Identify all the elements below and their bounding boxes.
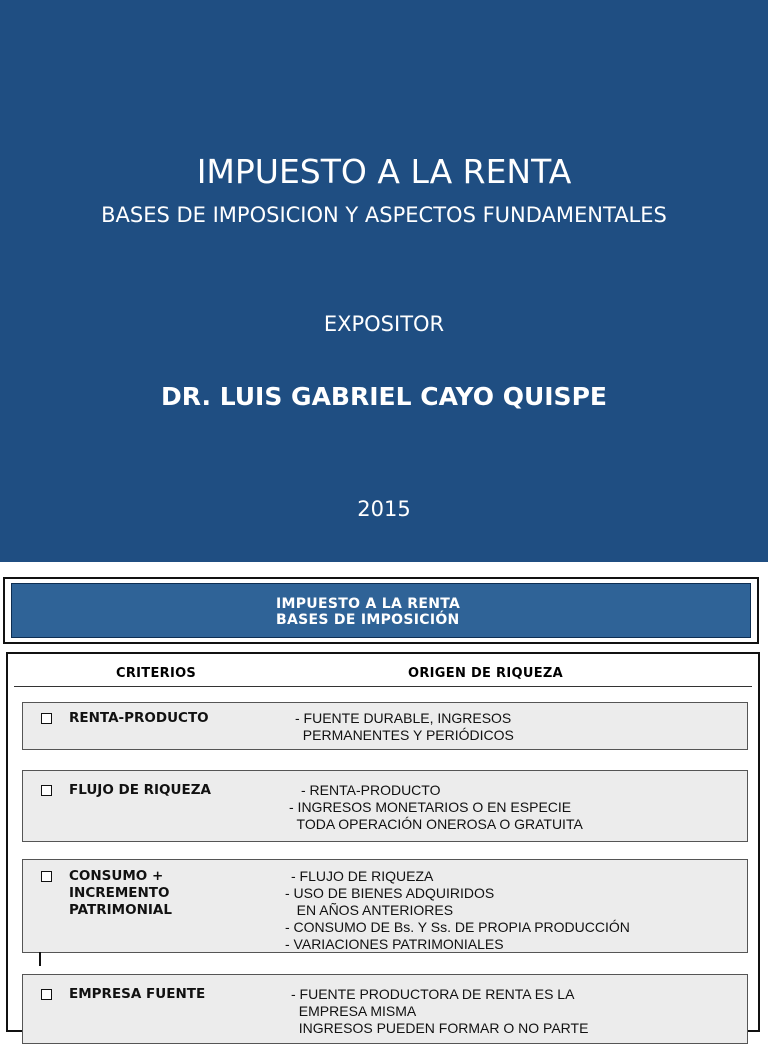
origen-line: - CONSUMO DE Bs. Y Ss. DE PROPIA PRODUCCIÓN <box>285 919 630 935</box>
origen-line: EN AÑOS ANTERIORES <box>285 902 454 918</box>
checkbox-icon <box>41 989 52 1000</box>
slide2-header-line1: IMPUESTO A LA RENTA <box>276 596 461 612</box>
slide2-header-band <box>11 583 751 638</box>
origen-line: - FUENTE DURABLE, INGRESOS <box>295 710 512 726</box>
criterio-line: RENTA-PRODUCTO <box>69 710 209 726</box>
slide2-header <box>3 577 759 644</box>
criteria-row <box>22 702 748 750</box>
origen-line: EMPRESA MISMA <box>291 1003 417 1019</box>
expositor-label: EXPOSITOR <box>323 312 445 336</box>
criterio-line: PATRIMONIAL <box>69 902 172 918</box>
origen-line: - VARIACIONES PATRIMONIALES <box>285 936 504 952</box>
origen-line: - FLUJO DE RIQUEZA <box>291 868 434 884</box>
column-header-origen: ORIGEN DE RIQUEZA <box>408 666 563 681</box>
criterio-line: CONSUMO + <box>69 868 164 884</box>
criteria-row <box>22 859 748 953</box>
year-label: 2015 <box>357 497 411 521</box>
checkbox-icon <box>41 713 52 724</box>
origen-line: - FUENTE PRODUCTORA DE RENTA ES LA <box>291 986 575 1002</box>
criterio-line: EMPRESA FUENTE <box>69 986 206 1002</box>
criteria-row <box>22 770 748 842</box>
slide-title: IMPUESTO A LA RENTA <box>196 152 572 191</box>
header-divider <box>14 686 752 687</box>
checkbox-icon <box>41 785 52 796</box>
criteria-table <box>6 652 760 1036</box>
origen-line: - INGRESOS MONETARIOS O EN ESPECIE <box>289 799 572 815</box>
origen-line: INGRESOS PUEDEN FORMAR O NO PARTE <box>291 1020 589 1036</box>
origen-line: TODA OPERACIÓN ONEROSA O GRATUITA <box>289 816 583 832</box>
criterio-line: FLUJO DE RIQUEZA <box>69 782 211 798</box>
checkbox-icon <box>41 871 52 882</box>
column-header-criterios: CRITERIOS <box>116 666 197 681</box>
slide-subtitle: BASES DE IMPOSICION Y ASPECTOS FUNDAMENTALES <box>101 203 667 227</box>
criteria-row <box>22 974 748 1044</box>
origen-line: PERMANENTES Y PERIÓDICOS <box>295 727 514 743</box>
presenter-name: DR. LUIS GABRIEL CAYO QUISPE <box>161 382 607 411</box>
criterio-line: INCREMENTO <box>69 885 170 901</box>
text-cursor <box>39 952 41 966</box>
slide2-header-line2: BASES DE IMPOSICIÓN <box>276 612 460 628</box>
origen-line: - USO DE BIENES ADQUIRIDOS <box>285 885 495 901</box>
origen-line: - RENTA-PRODUCTO <box>301 782 441 798</box>
